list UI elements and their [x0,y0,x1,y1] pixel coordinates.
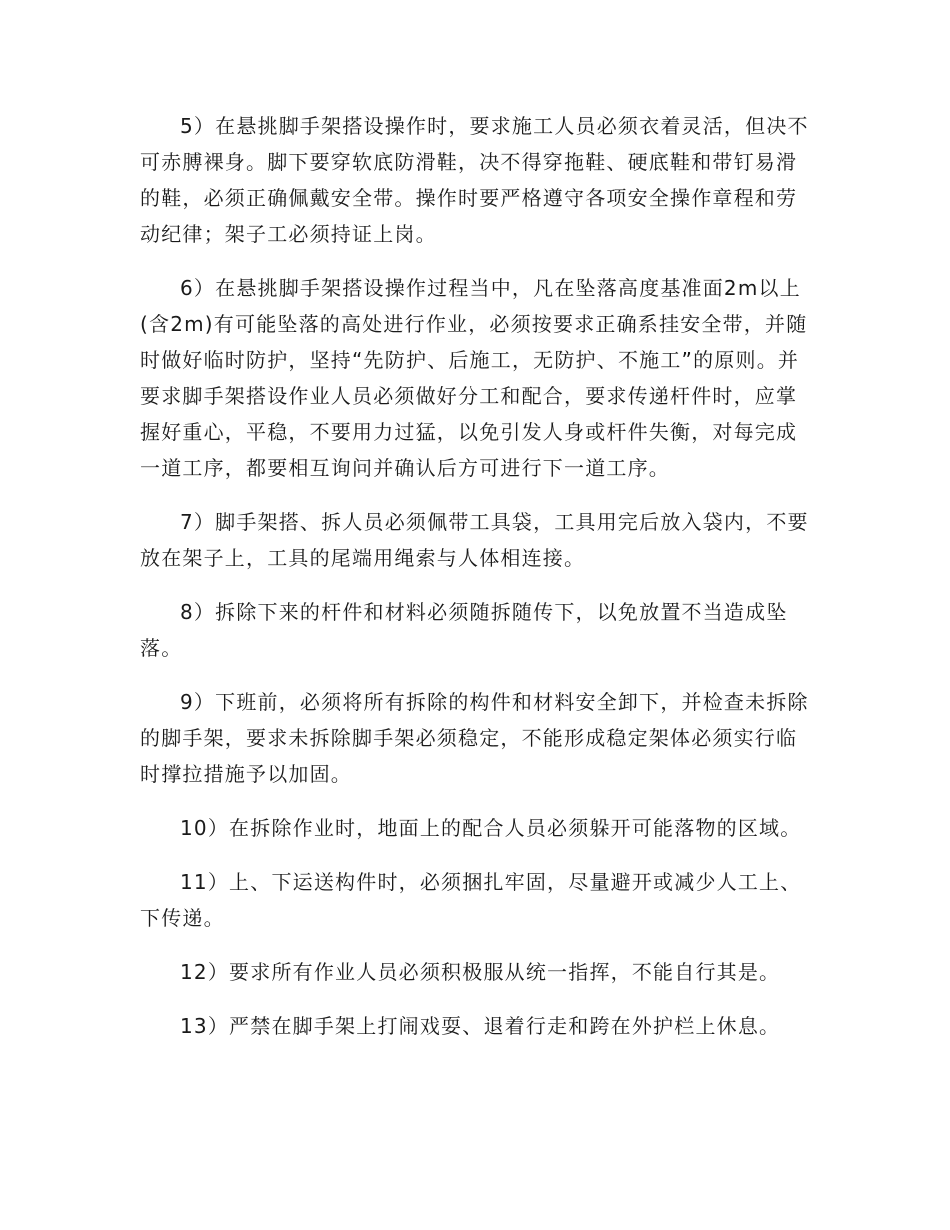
paragraph-item-8: 8）拆除下来的杆件和材料必须随拆随传下，以免放置不当造成坠落。 [140,600,788,660]
paragraph-item-7: 7）脚手架搭、拆人员必须佩带工具袋，工具用完后放入袋内，不要放在架子上，工具的尾端用绳索与人体相连接。 [140,510,809,570]
paragraph-item-6: 6）在悬挑脚手架搭设操作过程当中，凡在坠落高度基准面2m以上(含2m)有可能坠落的高处进行作业，必须按要求正确系挂安全带，并随时做好临时防护，坚持“先防护、后施工，无防护、不施工”的原则。并要求脚手架搭设作业人员必须做好分工和配合，要求传递杆件时，应掌握好重心，平稳，不要用力过猛，以免引发人身或杆件失衡，对每完成一道工序，都要相互询问并确认后方可进行下一道工序。 [140,276,808,480]
paragraph-item-10: 10）在拆除作业时，地面上的配合人员必须躲开可能落物的区域。 [180,816,802,840]
document-body [140,108,810,1062]
paragraph-item-13: 13）严禁在脚手架上打闹戏耍、退着行走和跨在外护栏上休息。 [180,1014,781,1038]
paragraph-item-12: 12）要求所有作业人员必须积极服从统一指挥，不能自行其是。 [180,960,781,984]
paragraph-item-11: 11）上、下运送构件时，必须捆扎牢固，尽量避开或减少人工上、下传递。 [140,870,802,930]
paragraph-item-9: 9）下班前，必须将所有拆除的构件和材料安全卸下，并检查未拆除的脚手架，要求未拆除脚手架必须稳定，不能形成稳定架体必须实行临时撑拉措施予以加固。 [140,690,809,786]
paragraph-item-5: 5）在悬挑脚手架搭设操作时，要求施工人员必须衣着灵活，但决不可赤膊裸身。脚下要穿软底防滑鞋，决不得穿拖鞋、硬底鞋和带钉易滑的鞋，必须正确佩戴安全带。操作时要严格遵守各项安全操作章程和劳动纪律；架子工必须持证上岗。 [140,114,809,246]
